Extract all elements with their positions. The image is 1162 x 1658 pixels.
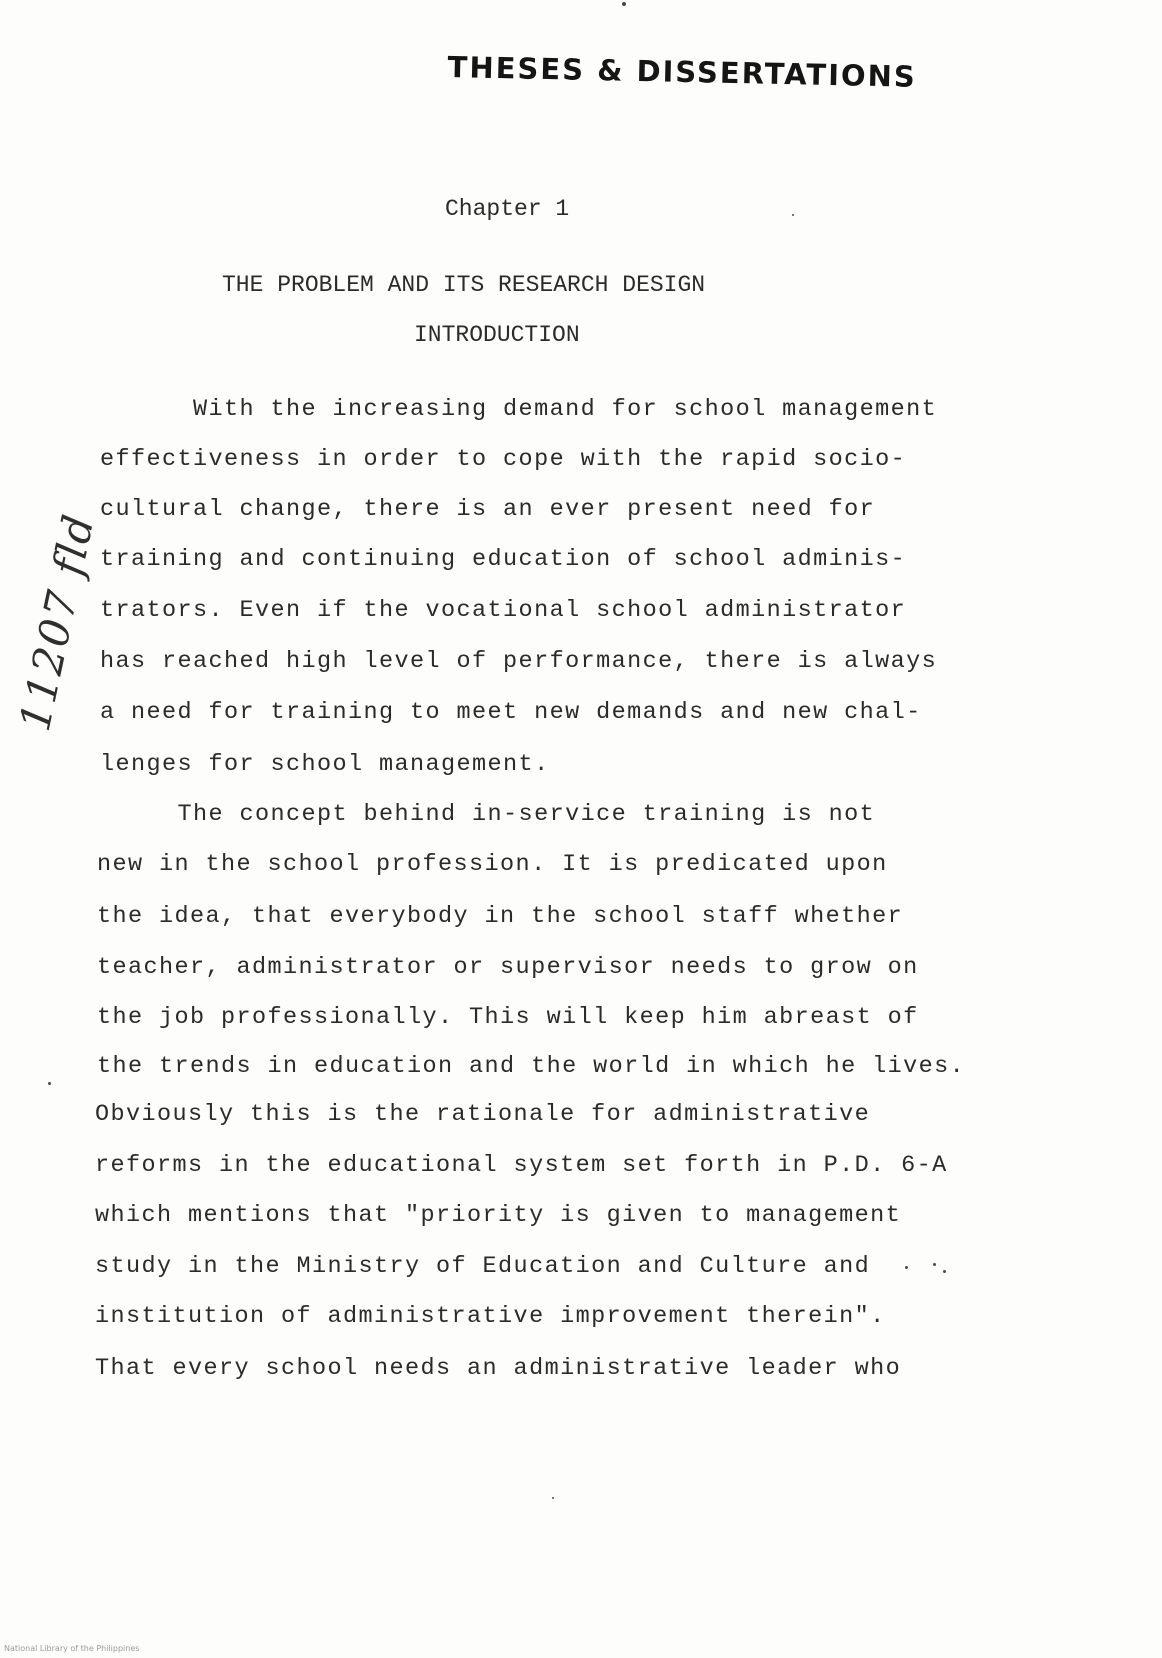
scan-footer: National Library of the Philippines xyxy=(4,1644,140,1653)
section-heading: INTRODUCTION xyxy=(414,322,580,348)
scan-speck xyxy=(905,1266,908,1269)
body-line: effectiveness in order to cope with the rapid socio- xyxy=(100,446,907,473)
body-line: lenges for school management. xyxy=(100,751,550,778)
body-line: the job professionally. This will keep him abreast of xyxy=(97,1004,919,1031)
scan-speck xyxy=(622,2,626,6)
chapter-label: Chapter 1 xyxy=(445,196,570,222)
scan-speck xyxy=(552,1497,554,1499)
body-line: the trends in education and the world in which he lives. xyxy=(97,1053,966,1080)
body-line: training and continuing education of school adminis- xyxy=(100,546,907,573)
body-line: reforms in the educational system set forth in P.D. 6-A xyxy=(95,1152,948,1179)
body-line: Obviously this is the rationale for administrative xyxy=(95,1101,871,1128)
body-line: new in the school profession. It is predicated upon xyxy=(97,851,888,878)
body-line: has reached high level of performance, there is always xyxy=(100,648,938,675)
scan-speck xyxy=(792,214,794,216)
scan-speck xyxy=(943,1270,946,1273)
scan-speck xyxy=(933,1263,936,1266)
body-line: study in the Ministry of Education and Culture and xyxy=(95,1253,871,1280)
body-line: a need for training to meet new demands and new chal- xyxy=(100,699,922,726)
body-line: the idea, that everybody in the school staff whether xyxy=(97,903,904,930)
body-line: trators. Even if the vocational school administrator xyxy=(100,597,907,624)
body-line: That every school needs an administrative leader who xyxy=(95,1355,902,1382)
body-line: cultural change, there is an ever present need for xyxy=(100,496,876,523)
theses-dissertations-stamp: THESES & DISSERTATIONS xyxy=(447,50,918,94)
chapter-title: THE PROBLEM AND ITS RESEARCH DESIGN xyxy=(222,272,706,298)
body-line: The concept behind in-service training is not xyxy=(100,801,876,828)
body-line: which mentions that "priority is given to management xyxy=(95,1202,902,1229)
body-line: institution of administrative improvement therein". xyxy=(95,1303,886,1330)
body-line: With the increasing demand for school management xyxy=(100,396,938,423)
body-line: teacher, administrator or supervisor needs to grow on xyxy=(97,954,919,981)
scan-speck xyxy=(48,1082,51,1085)
handwritten-accession-note: 11207 fld xyxy=(10,508,104,736)
